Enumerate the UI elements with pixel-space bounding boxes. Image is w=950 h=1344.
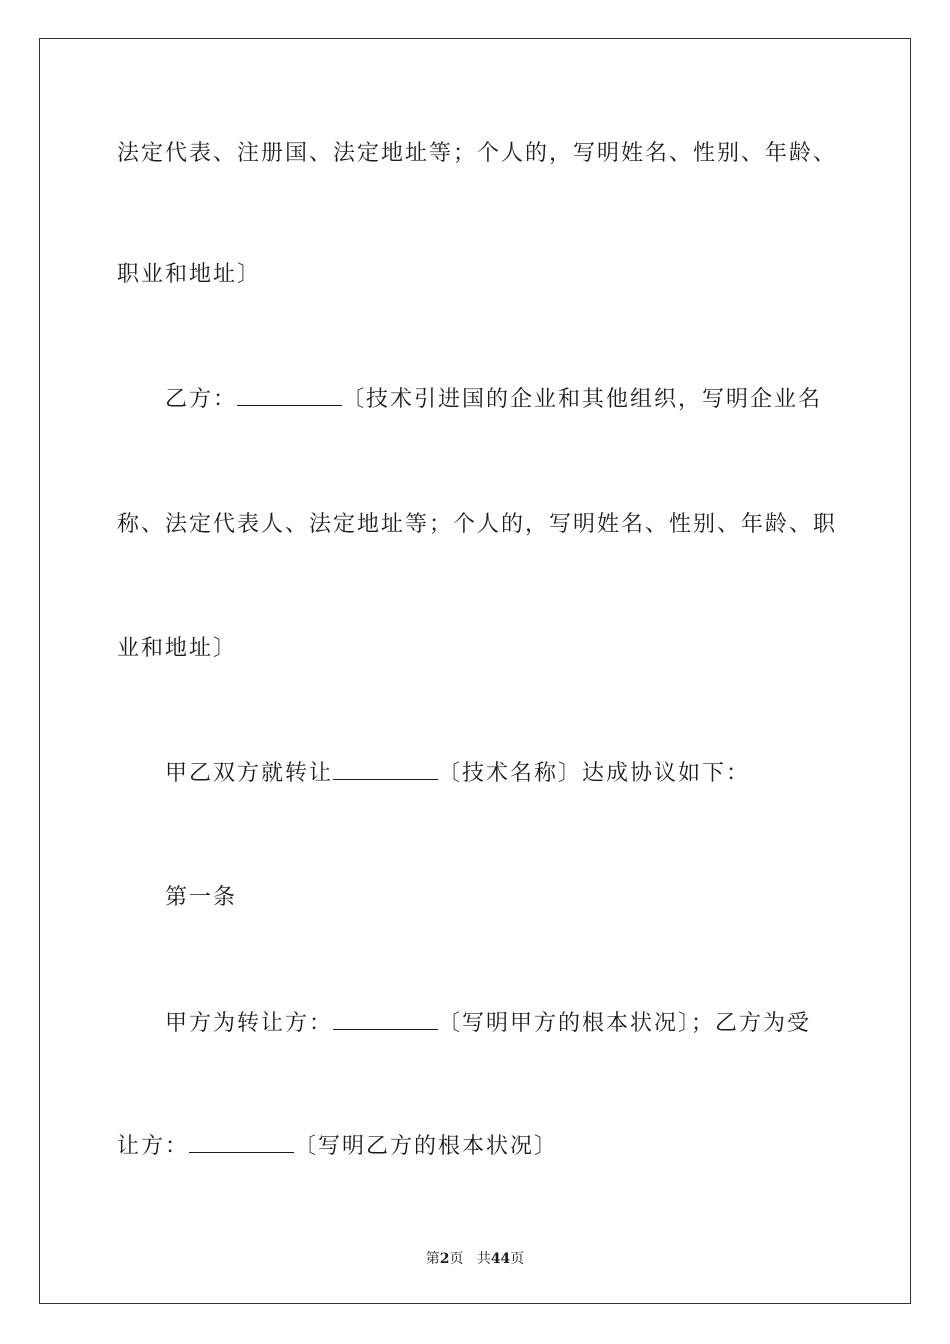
page-border <box>39 38 911 1304</box>
party-b-desc: 〔技术引进国的企业和其他组织，写明企业名 <box>342 387 823 412</box>
total-suffix: 页 <box>510 1251 525 1267</box>
transferee-blank <box>189 1134 294 1153</box>
total-prefix: 共 <box>476 1251 491 1267</box>
agreement-intro-line <box>165 759 885 789</box>
total-pages: 44 <box>490 1251 511 1267</box>
article-one-heading: 第一条 <box>165 885 238 910</box>
party-b-line <box>165 385 885 415</box>
page-suffix: 页 <box>449 1251 464 1267</box>
page-prefix: 第 <box>425 1251 440 1267</box>
page-number: 2 <box>439 1251 450 1267</box>
transferor-label: 甲方为转让方： <box>165 1011 334 1036</box>
party-b-label: 乙方： <box>165 387 238 412</box>
technology-name-blank <box>333 761 438 780</box>
agreement-intro-desc: 〔技术名称〕达成协议如下： <box>438 761 751 786</box>
agreement-intro-label: 甲乙双方就转让 <box>165 761 334 786</box>
transferee-desc: 〔写明乙方的根本状况〕 <box>294 1134 559 1159</box>
body-line-4: 称、法定代表人、法定地址等；个人的，写明姓名、性别、年龄、职 <box>117 512 838 537</box>
body-line-5: 业和地址〕 <box>117 636 238 661</box>
body-line-2: 职业和地址〕 <box>117 262 262 287</box>
party-b-blank <box>237 387 342 406</box>
transferor-line <box>165 1009 885 1039</box>
transferor-desc: 〔写明甲方的根本状况〕；乙方为受 <box>438 1011 812 1036</box>
page-footer <box>0 1248 950 1268</box>
transferee-label: 让方： <box>117 1134 190 1159</box>
transferor-blank <box>333 1011 438 1030</box>
body-line-1: 法定代表、注册国、法定地址等；个人的，写明姓名、性别、年龄、 <box>117 141 838 166</box>
transferee-line <box>117 1132 837 1162</box>
